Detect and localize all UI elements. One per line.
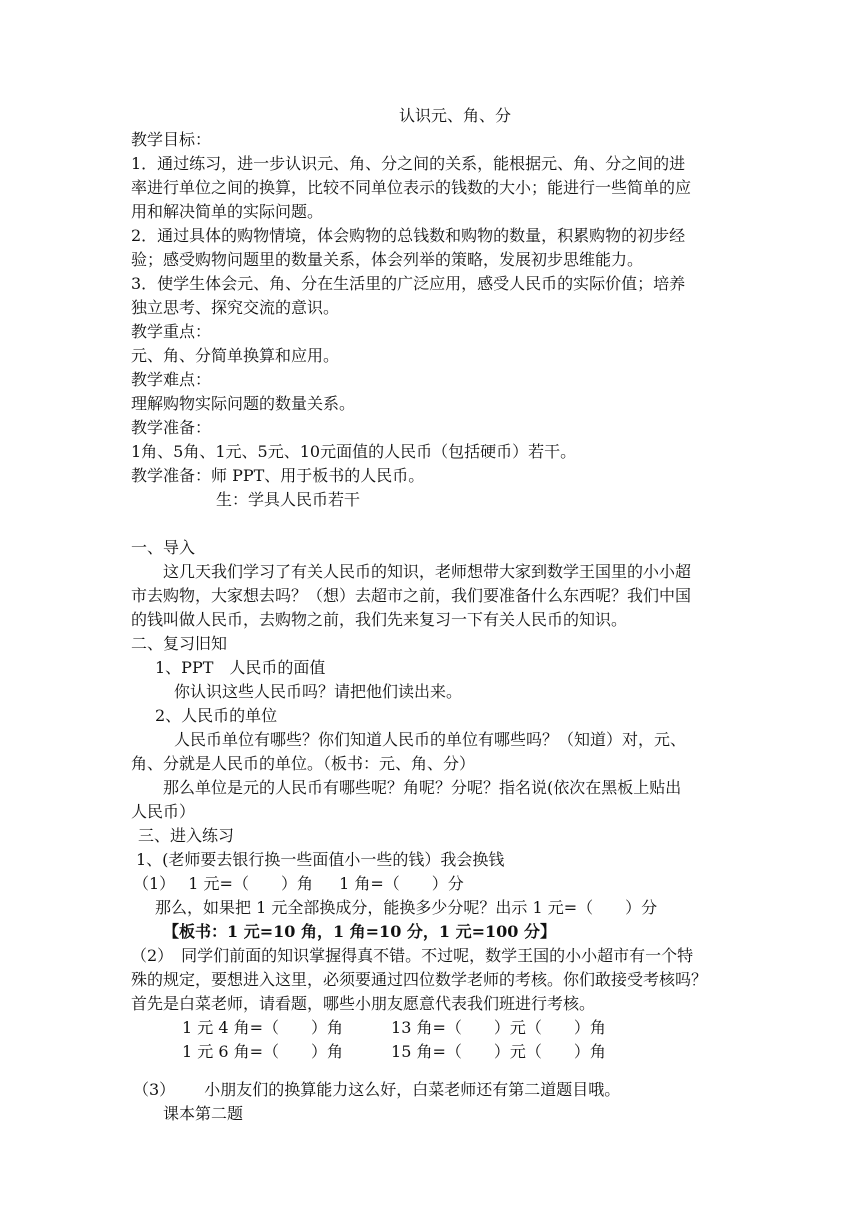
board-note: 【板书：1 元=10 角，1 角=10 分，1 元=100 分】 (163, 922, 556, 941)
text-line: 率进行单位之间的换算，比较不同单位表示的钱数的大小；能进行一些简单的应 (131, 178, 692, 197)
text-line: 教学准备：师 PPT、用于板书的人民币。 (131, 466, 425, 485)
text-line: 3．使学生体会元、角、分在生活里的广泛应用，感受人民币的实际价值；培养 (131, 274, 686, 293)
text-line: 1．通过练习，进一步认识元、角、分之间的关系，能根据元、角、分之间的进 (131, 154, 686, 173)
exercise-line: 1 元 6 角=（ ）角 15 角=（ ）元（ ）角 (182, 1042, 606, 1061)
text-line: （3） 小朋友们的换算能力这么好，白菜老师还有第二道题目哦。 (133, 1080, 621, 1099)
text-line: 2．通过具体的购物情境，体会购物的总钱数和购物的数量，积累购物的初步经 (131, 226, 686, 245)
section-heading: 教学重点： (131, 322, 212, 341)
text-line: 2、人民币的单位 (155, 706, 278, 725)
text-line: 验；感受购物问题里的数量关系，体会列举的策略，发展初步思维能力。 (131, 250, 644, 269)
text-line: 生：学具人民币若干 (216, 490, 361, 509)
text-line: 人民币单位有哪些？你们知道人民币的单位有哪些吗？（知道）对，元、 (174, 730, 687, 749)
text-line: 1角、5角、1元、5元、10元面值的人民币（包括硬币）若干。 (131, 442, 577, 461)
section-heading: 教学目标： (131, 130, 212, 149)
text-line: （2） 同学们前面的知识掌握得真不错。不过呢，数学王国的小小超市有一个特 (131, 946, 694, 965)
exercise-line: 1 元 4 角=（ ）角 13 角=（ ）元（ ）角 (182, 1018, 606, 1037)
section-heading: 三、进入练习 (138, 826, 235, 845)
section-heading: 一、导入 (131, 538, 196, 557)
section-heading: 教学难点： (131, 370, 212, 389)
section-heading: 教学准备： (131, 418, 212, 437)
document-title: 认识元、角、分 (398, 106, 511, 125)
exercise-line: （1） 1 元=（ ）角 1 角=（ ）分 (133, 874, 464, 893)
text-line: 元、角、分简单换算和应用。 (131, 346, 340, 365)
text-line: 市去购物，大家想去吗？（想）去超市之前，我们要准备什么东西呢？我们中国 (131, 586, 692, 605)
text-line: 首先是白菜老师，请看题，哪些小朋友愿意代表我们班进行考核。 (131, 994, 596, 1013)
text-line: 殊的规定，要想进入这里，必须要通过四位数学老师的考核。你们敢接受考核吗？ (131, 970, 708, 989)
text-line: 那么单位是元的人民币有哪些呢？角呢？分呢？指名说(依次在黑板上贴出 (163, 778, 682, 797)
text-line: 的钱叫做人民币，去购物之前，我们先来复习一下有关人民币的知识。 (131, 610, 628, 629)
section-heading: 二、复习旧知 (131, 634, 228, 653)
text-line: 用和解决简单的实际问题。 (131, 202, 324, 221)
text-line: 理解购物实际问题的数量关系。 (131, 394, 356, 413)
text-line: 课本第二题 (163, 1104, 244, 1123)
text-line: 那么，如果把 1 元全部换成分，能换多少分呢？出示 1 元=（ ）分 (155, 898, 658, 917)
text-line: 角、分就是人民币的单位。（板书：元、角、分） (131, 754, 476, 773)
text-line: 独立思考、探究交流的意识。 (131, 298, 340, 317)
text-line: 这几天我们学习了有关人民币的知识，老师想带大家到数学王国里的小小超 (163, 562, 692, 581)
text-line: 1、PPT 人民币的面值 (155, 658, 326, 677)
text-line: 你认识这些人民币吗？请把他们读出来。 (174, 682, 463, 701)
text-line: 1、(老师要去银行换一些面值小一些的钱）我会换钱 (136, 850, 505, 869)
text-line: 人民币） (131, 802, 196, 821)
